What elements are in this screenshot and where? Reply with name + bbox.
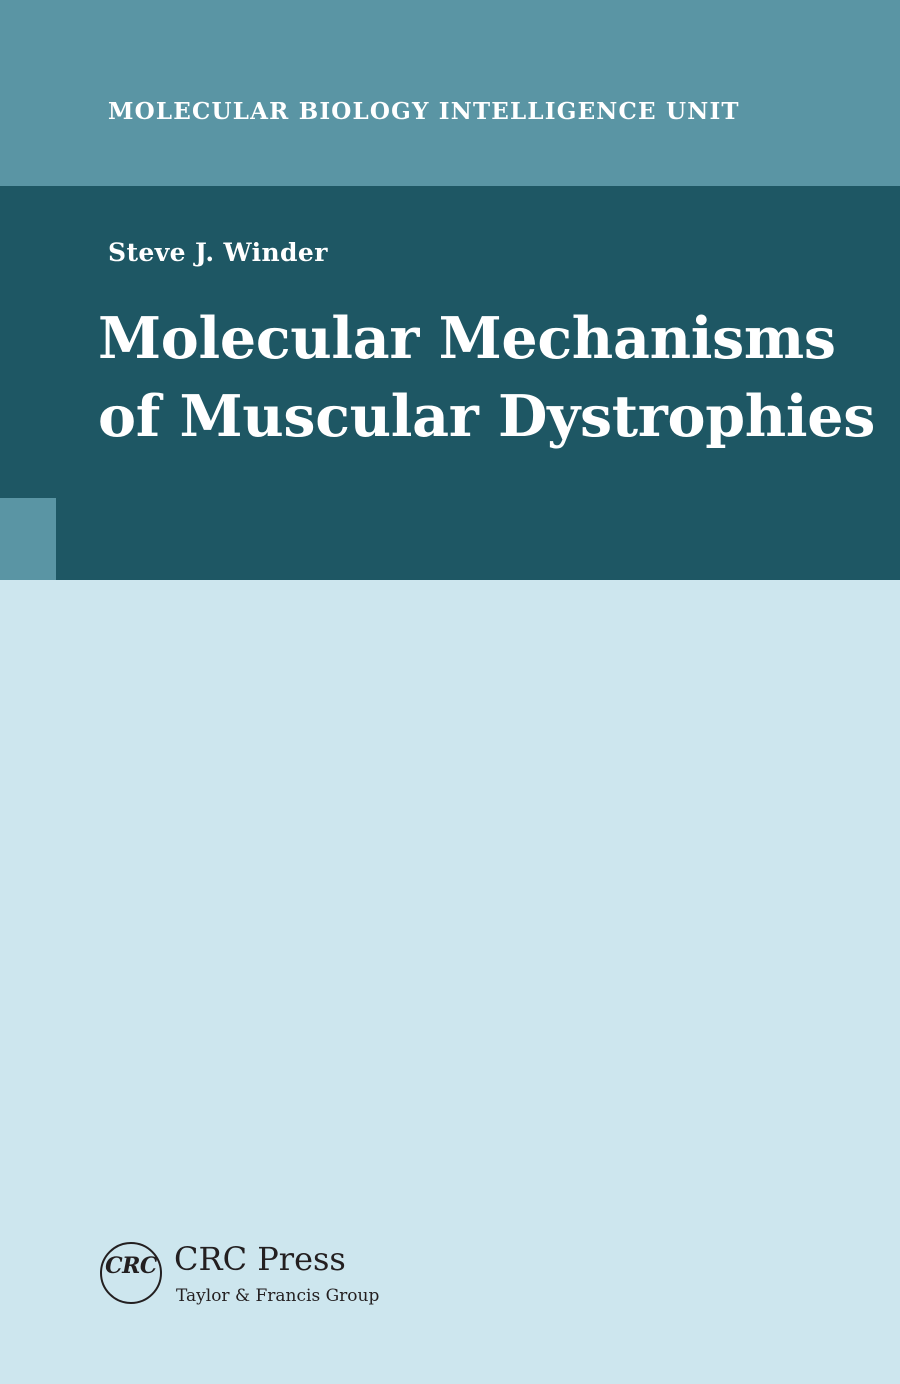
series-band — [0, 0, 900, 186]
author-name: Steve J. Winder — [108, 238, 328, 267]
page-title — [98, 300, 876, 455]
publisher-name: CRC Press — [174, 1240, 346, 1278]
band-notch-accent — [0, 498, 56, 580]
page-title-line-2: of Muscular Dystrophies — [98, 382, 876, 450]
crc-monogram: CRC — [105, 1253, 157, 1279]
page-title-line-1: Molecular Mechanisms — [98, 305, 836, 372]
publisher-logo — [100, 1236, 400, 1326]
series-title: MOLECULAR BIOLOGY INTELLIGENCE UNIT — [108, 98, 740, 125]
publisher-imprint: Taylor & Francis Group — [176, 1286, 380, 1306]
